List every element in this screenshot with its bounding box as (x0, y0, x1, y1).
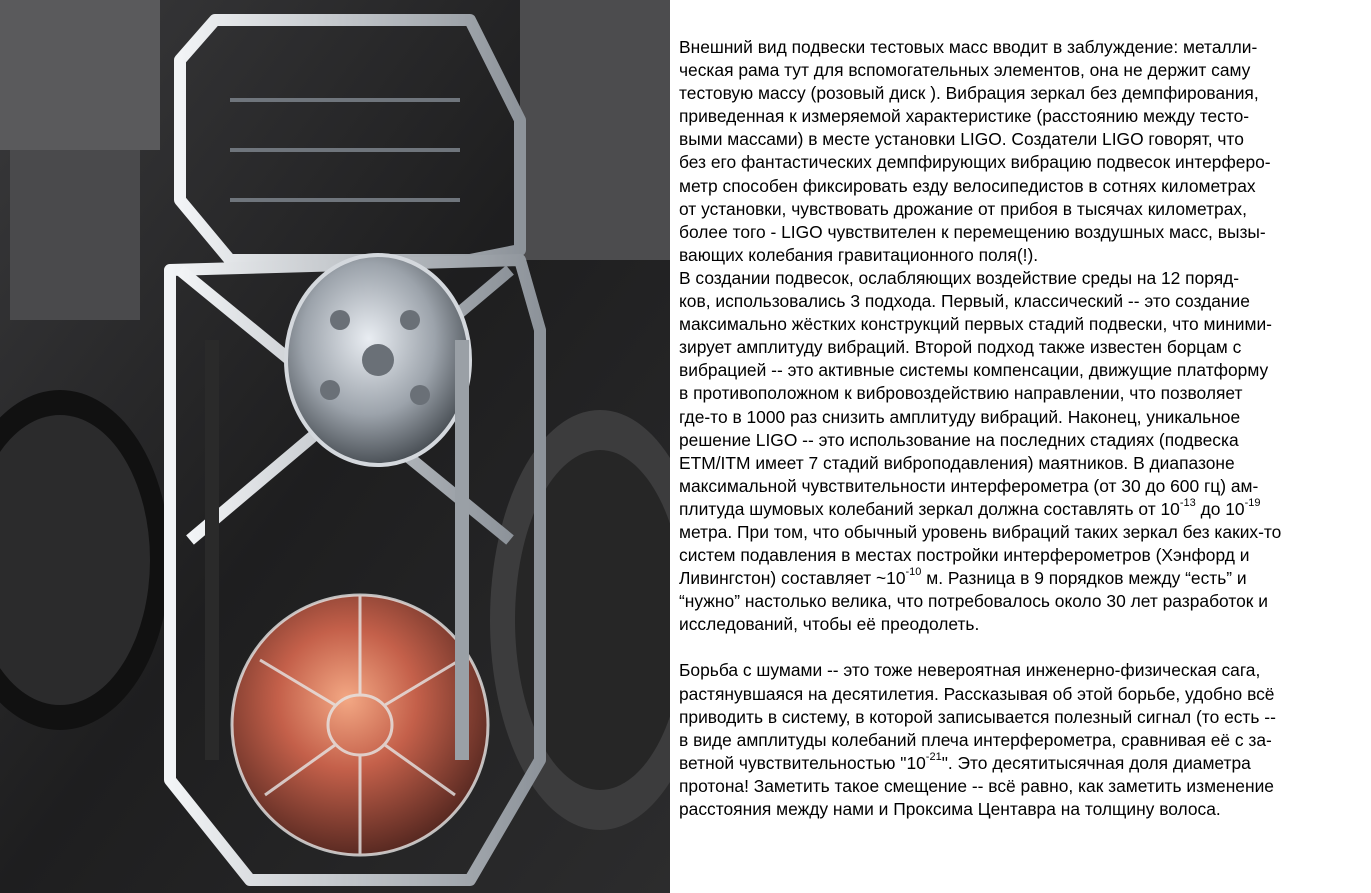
article-text (679, 36, 1363, 821)
paragraph-3: Борьба с шумами -- это тоже невероятная инженерно-физическая сага, растянувшаяся на десятилетия. Рассказывая об этой борьбе, удобно всё приводить в систему, в которой записывается полезный сигнал (то есть -- в виде амплитуды колебаний плеча интерферометра, сравнивая её с за- ветной чувствительностью "$10^{-21}$". Это десятитысячная доля диаметра протона! Заметить такое смещение -- всё равно, как заметить изменение расстояния между нами и Проксима Центавра на толщину волоса. (679, 660, 1276, 819)
paragraph-1: Внешний вид подвески тестовых масс вводит в заблуждение: металли- ческая рама тут для вспомогательных элементов, она не держит саму тестовую массу (розовый диск ). Вибрация зеркал без демпфирования, приведенная к измеряемой характеристике (расстоянию между тесто- выми массами) в месте установки LIGO. Создатели LIGO говорят, что без его фантастических демпфирующих вибрацию подвесок интерферо- метр способен фиксировать езду велосипедистов в сотнях километрах от установки, чувствовать дрожание от прибоя в тысячах километрах, более того - LIGO чувствителен к перемещению воздушных масс, вызы- вающих колебания гравитационного поля(!). (679, 37, 1271, 265)
paragraph-2: В создании подвесок, ослабляющих воздействие среды на 12 поряд- ков, использовались 3 подхода. Первый, классический -- это создание максимально жёстких конструкций первых стадий подвески, что миними- зирует амплитуду вибраций. Второй подход также известен борцам с вибрацией -- это активные системы компенсации, движущие платформу в противоположном к вибровоздействию направлении, что позволяет где-то в 1000 раз снизить амплитуду вибраций. Наконец, уникальное решение LIGO -- это использование на последних стадиях (подвеска ETM/ITM имеет 7 стадий виброподавления) маятников. В диапазоне максимальной чувствительности интерферометра (от 30 до 600 гц) ам- плитуда шумовых колебаний зеркал должна составлять от $10^{-13}$ до $10^{-19}$ метра. При том, что обычный уровень вибраций таких зеркал без каких-то систем подавления в местах постройки интерферометров (Хэнфорд и Ливингстон) составляет $\sim 10^{-10}$ м. Разница в 9 порядков между “есть” и “нужно” настолько велика, что потребовалось около 30 лет разработок и исследований, чтобы её преодолеть. (679, 267, 1282, 635)
ligo-mirror-suspension-photo-icon (0, 0, 670, 893)
suspension-photo (0, 0, 670, 893)
